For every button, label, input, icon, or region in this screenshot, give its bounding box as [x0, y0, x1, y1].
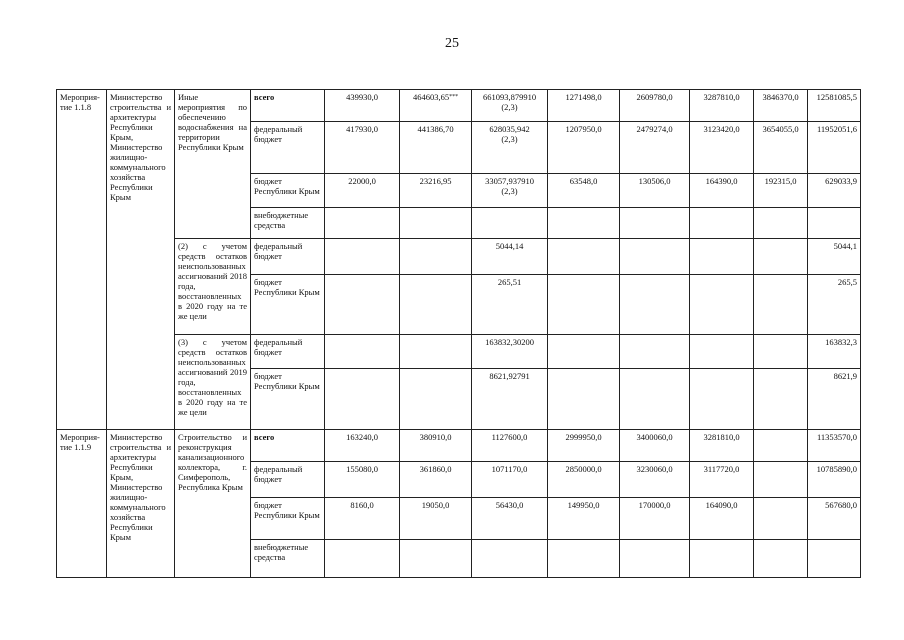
source-regional: бюджет Республики Крым — [251, 275, 325, 335]
value-cell: 164090,0 — [690, 498, 754, 540]
value-cell: 629033,9 — [808, 174, 861, 208]
value-cell: 2609780,0 — [620, 90, 690, 122]
value-cell: 170000,0 — [620, 498, 690, 540]
value-cell: 1271498,0 — [548, 90, 620, 122]
value-cell: 567680,0 — [808, 498, 861, 540]
value-cell: 380910,0 — [400, 430, 472, 462]
measure-code: Мероприя-тие 1.1.8 — [57, 90, 107, 430]
value-cell: 155080,0 — [325, 462, 400, 498]
source-offbudget: внебюджетные средства — [251, 540, 325, 578]
source-regional: бюджет Республики Крым — [251, 498, 325, 540]
source-total: всего — [251, 90, 325, 122]
footnote-2-text: (2) с учетом средств остатков неиспользованных ассигнований 2018 года, восстановленных в 2020 году на те же цели — [175, 239, 251, 335]
value-cell: 8621,92791 — [472, 369, 548, 430]
value-cell: 2850000,0 — [548, 462, 620, 498]
value-cell: 265,5 — [808, 275, 861, 335]
value-cell: 3117720,0 — [690, 462, 754, 498]
value-cell: 3400060,0 — [620, 430, 690, 462]
value-cell: 19050,0 — [400, 498, 472, 540]
value-cell: 464603,65*** — [400, 90, 472, 122]
value-cell: 3846370,0 — [754, 90, 808, 122]
source-total: всего — [251, 430, 325, 462]
value-cell: 163832,3 — [808, 335, 861, 369]
value-cell: 163832,30200 — [472, 335, 548, 369]
footnote-3-text: (3) с учетом средств остатков неиспользованных ассигнований 2019 года, восстановленных в 2020 году на те же цели — [175, 335, 251, 430]
value-cell: 1071170,0 — [472, 462, 548, 498]
table-row — [57, 239, 861, 275]
value-cell: 22000,0 — [325, 174, 400, 208]
value-cell: 56430,0 — [472, 498, 548, 540]
value-cell: 661093,879910 (2,3) — [472, 90, 548, 122]
value-cell: 23216,95 — [400, 174, 472, 208]
value-cell: 417930,0 — [325, 122, 400, 174]
value-cell: 439930,0 — [325, 90, 400, 122]
value-cell: 8621,9 — [808, 369, 861, 430]
executor-cell: Министерство строительства и архитектуры Республики Крым, Министерство жилищно-коммунального хозяйства Республики Крым — [107, 90, 175, 430]
table-row — [57, 430, 861, 462]
source-offbudget: внебюджетные средства — [251, 208, 325, 239]
value-cell: 265,51 — [472, 275, 548, 335]
executor-cell: Министерство строительства и архитектуры Республики Крым, Министерство жилищно-коммунального хозяйства Республики Крым — [107, 430, 175, 578]
value-cell: 8160,0 — [325, 498, 400, 540]
measure-code: Мероприя-тие 1.1.9 — [57, 430, 107, 578]
value-cell: 5044,1 — [808, 239, 861, 275]
value-cell: 149950,0 — [548, 498, 620, 540]
value-cell: 3287810,0 — [690, 90, 754, 122]
value-cell: 1207950,0 — [548, 122, 620, 174]
value-cell: 11952051,6 — [808, 122, 861, 174]
source-federal: федеральный бюджет — [251, 239, 325, 275]
value-cell: 192315,0 — [754, 174, 808, 208]
value-cell: 3230060,0 — [620, 462, 690, 498]
value-cell: 3123420,0 — [690, 122, 754, 174]
value-cell: 163240,0 — [325, 430, 400, 462]
value-cell: 3654055,0 — [754, 122, 808, 174]
value-cell: 10785890,0 — [808, 462, 861, 498]
value-cell: 63548,0 — [548, 174, 620, 208]
table-row — [57, 335, 861, 369]
value-cell: 2479274,0 — [620, 122, 690, 174]
value-cell: 164390,0 — [690, 174, 754, 208]
measure-name: Строительство и реконструкция канализационного коллектора, г. Симферополь, Республика Крым — [175, 430, 251, 578]
value-cell: 5044,14 — [472, 239, 548, 275]
source-federal: федеральный бюджет — [251, 462, 325, 498]
value-cell: 33057,937910 (2,3) — [472, 174, 548, 208]
value-cell: 3281810,0 — [690, 430, 754, 462]
table-row — [57, 90, 861, 122]
footnote-mark: *** — [449, 94, 459, 100]
value-cell: 441386,70 — [400, 122, 472, 174]
value-cell: 628035,942 (2,3) — [472, 122, 548, 174]
source-regional: бюджет Республики Крым — [251, 369, 325, 430]
source-regional: бюджет Республики Крым — [251, 174, 325, 208]
budget-table — [56, 89, 861, 578]
value-cell: 2999950,0 — [548, 430, 620, 462]
source-federal: федеральный бюджет — [251, 122, 325, 174]
value-cell: 12581085,5 — [808, 90, 861, 122]
measure-name: Иные мероприятия по обеспечению водоснабжения на территории Республики Крым — [175, 90, 251, 239]
page-number: 25 — [445, 36, 459, 51]
value-cell: 1127600,0 — [472, 430, 548, 462]
value-cell: 361860,0 — [400, 462, 472, 498]
source-federal: федеральный бюджет — [251, 335, 325, 369]
value-cell: 130506,0 — [620, 174, 690, 208]
value-cell: 11353570,0 — [808, 430, 861, 462]
